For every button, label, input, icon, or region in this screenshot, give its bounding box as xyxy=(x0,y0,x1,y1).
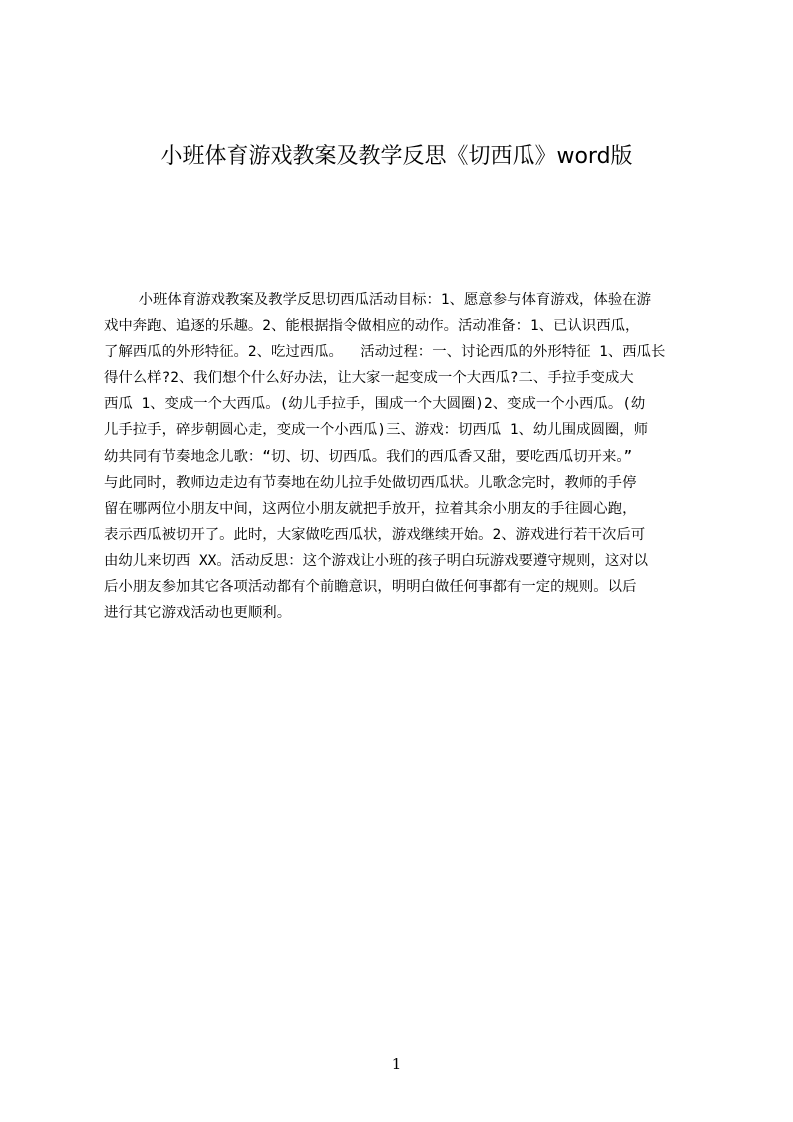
body-line: 进行其它游戏活动也更顺利。 xyxy=(104,605,292,622)
document-title: 小班体育游戏教案及教学反思《切西瓜》word版 xyxy=(160,144,633,169)
body-line: 了解西瓜的外形特征。2、吃过西瓜。 活动过程：一、讨论西瓜的外形特征 1、西瓜长 xyxy=(104,344,666,361)
document-body xyxy=(104,287,696,626)
body-line: 后小朋友参加其它各项活动都有个前瞻意识，明明白做任何事都有一定的规则。以后 xyxy=(104,579,637,596)
page-number: 1 xyxy=(391,1055,402,1073)
body-line: 幼共同有节奏地念儿歌：“切、切、切西瓜。我们的西瓜香又甜，要吃西瓜切开来。” xyxy=(104,448,633,465)
body-line: 儿手拉手，碎步朝圆心走，变成一个小西瓜)三、游戏：切西瓜 1、幼儿围成圆圈，师 xyxy=(104,422,649,439)
body-line: 留在哪两位小朋友中间，这两位小朋友就把手放开，拉着其余小朋友的手往圆心跑， xyxy=(104,500,637,517)
body-line: 由幼儿来切西 XX。活动反思：这个游戏让小班的孩子明白玩游戏要遵守规则，这对以 xyxy=(104,552,649,569)
body-line: 得什么样?2、我们想个什么好办法，让大家一起变成一个大西瓜?二、手拉手变成大 xyxy=(104,370,634,387)
body-line: 西瓜 1、变成一个大西瓜。(幼儿手拉手，围成一个大圆圈)2、变成一个小西瓜。(幼 xyxy=(104,396,646,413)
body-line: 戏中奔跑、追逐的乐趣。2、能根据指令做相应的动作。活动准备：1、已认识西瓜， xyxy=(104,318,640,335)
body-line: 小班体育游戏教案及教学反思切西瓜活动目标：1、愿意参与体育游戏，体验在游 xyxy=(104,292,651,308)
body-line: 与此同时，教师边走边有节奏地在幼儿拉手处做切西瓜状。儿歌念完时，教师的手停 xyxy=(104,474,637,491)
body-line: 表示西瓜被切开了。此时，大家做吃西瓜状，游戏继续开始。2、游戏进行若干次后可 xyxy=(104,526,646,543)
